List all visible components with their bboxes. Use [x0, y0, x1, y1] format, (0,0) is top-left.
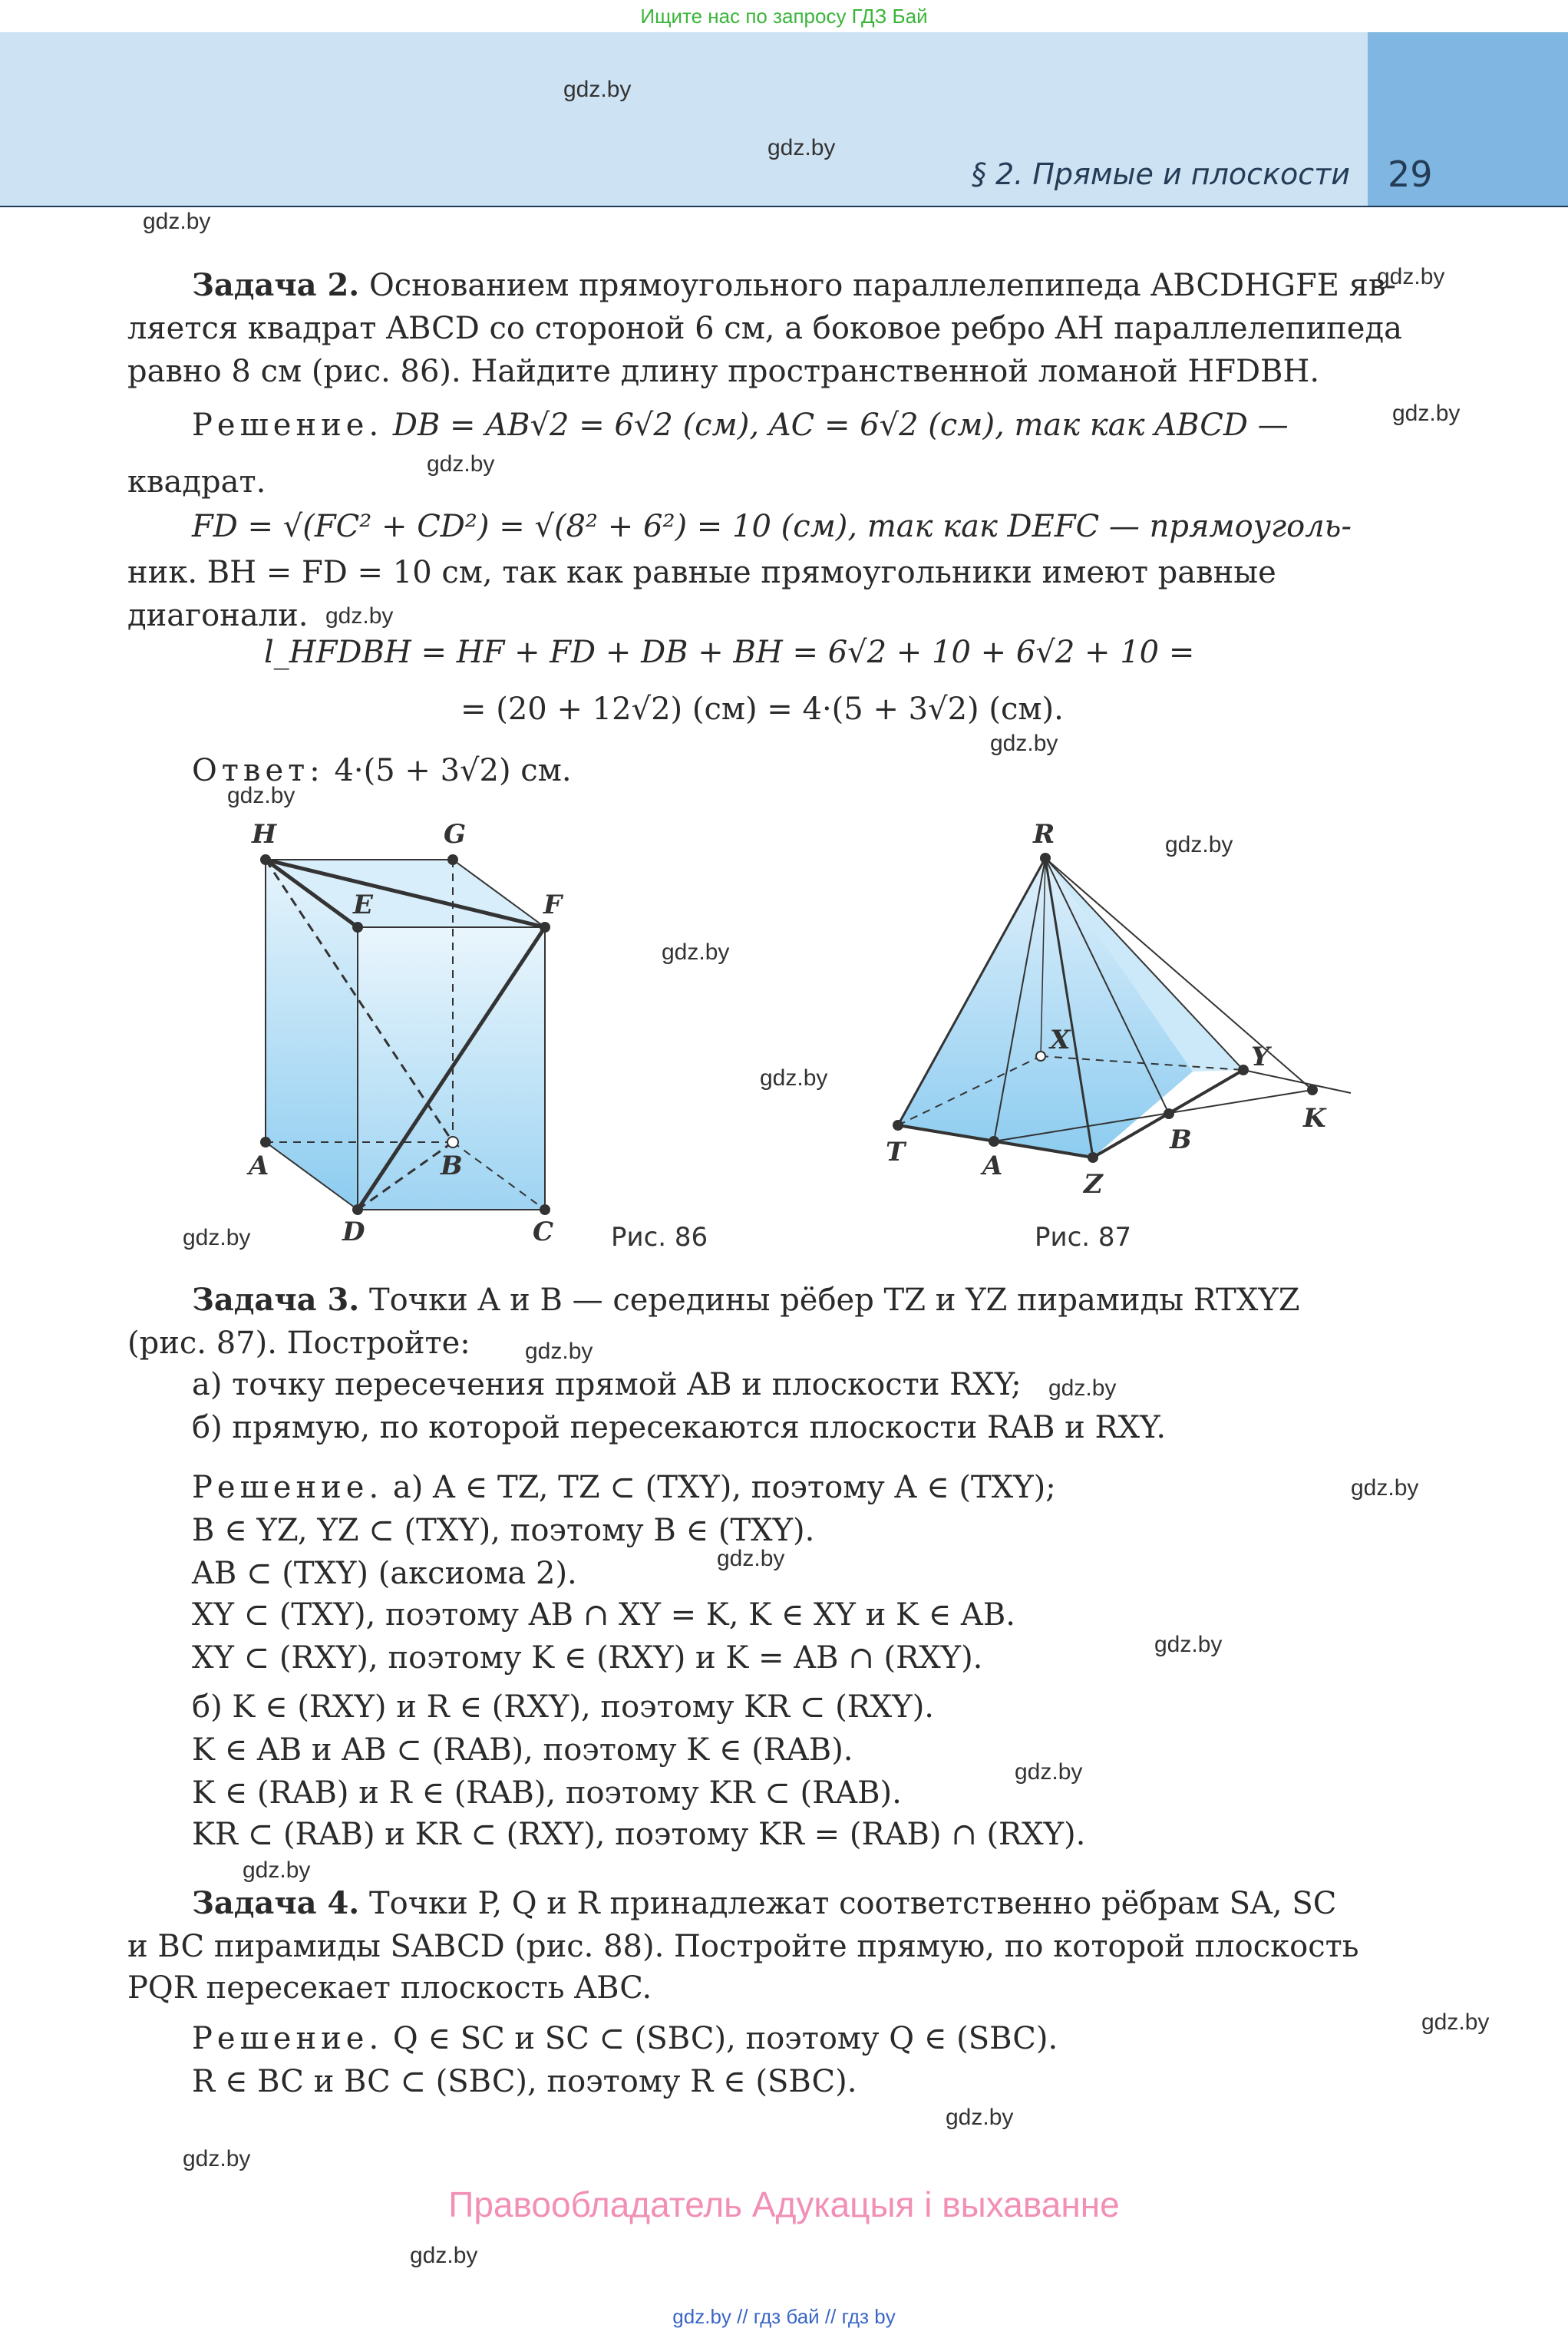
- page-number: 29: [1388, 154, 1433, 195]
- watermark: gdz.by: [1392, 401, 1461, 426]
- vertex-X: [1036, 1052, 1045, 1061]
- label-X: X: [1050, 1025, 1071, 1055]
- task3-sol-a1: [192, 1466, 1056, 1509]
- task4-title: Задача 4.: [192, 1885, 360, 1921]
- task3-text-line1: Точки A и B — середины рёбер TZ и YZ пирамиды RTXYZ: [368, 1283, 1300, 1318]
- watermark: gdz.by: [1377, 264, 1445, 289]
- task4-line1: [192, 1882, 1336, 1925]
- vertex-T: [893, 1120, 903, 1131]
- task2-text-line2: ляется квадрат ABCD со стороной 6 см, а боковое ребро AH параллелепипеда: [127, 311, 1402, 346]
- copyright-notice: Правообладатель Адукацыя і выхаванне: [448, 2184, 1120, 2224]
- watermark: gdz.by: [1154, 1632, 1223, 1657]
- watermark: gdz.by: [946, 2105, 1014, 2130]
- vertex-C: [540, 1204, 550, 1215]
- label-Z: Z: [1084, 1169, 1103, 1200]
- task3-text-line2: (рис. 87). Постройте:: [127, 1326, 470, 1361]
- watermark: gdz.by: [760, 1065, 828, 1091]
- task2-sol1: DB = AB√2 = 6√2 (см), AC = 6√2 (см), так как ABCD —: [392, 408, 1289, 443]
- solution-label: Решение.: [192, 2021, 384, 2056]
- vertex-D: [352, 1204, 363, 1215]
- watermark: gdz.by: [243, 1858, 311, 1883]
- task4-sol1-text: Q ∈ SC и SC ⊂ (SBC), поэтому Q ∈ (SBC).: [392, 2021, 1058, 2056]
- watermark: gdz.by: [227, 783, 295, 808]
- task3-sol-b4: KR ⊂ (RAB) и KR ⊂ (RXY), поэтому KR = (RAB) ∩ (RXY).: [192, 1817, 1086, 1852]
- task2-solution-line1: [192, 404, 1289, 447]
- task4-text-line1: Точки P, Q и R принадлежат соответственно рёбрам SA, SC: [368, 1886, 1337, 1921]
- footer-links[interactable]: gdz.by // гдз бай // гдз by: [672, 2305, 896, 2328]
- solution-label: Решение.: [192, 408, 384, 443]
- watermark: gdz.by: [767, 135, 836, 160]
- task3-item-a: а) точку пересечения прямой AB и плоскости RXY;: [192, 1367, 1022, 1402]
- task3-sol-b2: K ∈ AB и AB ⊂ (RAB), поэтому K ∈ (RAB).: [192, 1732, 853, 1768]
- task2-answer: [192, 749, 572, 792]
- label-B: B: [1170, 1124, 1192, 1155]
- label-E: E: [353, 890, 373, 920]
- watermark: gdz.by: [662, 939, 730, 965]
- answer-label: Ответ:: [192, 753, 325, 788]
- figure-87: [860, 814, 1358, 1213]
- watermark: gdz.by: [1165, 832, 1233, 857]
- label-C: C: [533, 1217, 554, 1247]
- watermark: gdz.by: [1421, 2009, 1490, 2035]
- task4-sol2: R ∈ BC и BC ⊂ (SBC), поэтому R ∈ (SBC).: [192, 2064, 857, 2099]
- task2-title: Задача 2.: [192, 267, 360, 303]
- task2-sol3: ник. BH = FD = 10 см, так как равные прямоугольники имеют равные: [127, 555, 1276, 590]
- task2-line1: [192, 264, 1396, 307]
- solution-label: Решение.: [192, 1470, 384, 1505]
- task2-text-line3: равно 8 см (рис. 86). Найдите длину пространственной ломаной HFDBH.: [127, 354, 1320, 389]
- task4-sol1: [192, 2017, 1058, 2060]
- task3-line1: [192, 1279, 1300, 1322]
- task3-sol-a5: XY ⊂ (RXY), поэтому K ∈ (RXY) и K = AB ∩ (RXY).: [192, 1640, 983, 1676]
- vertex-F: [540, 922, 550, 933]
- label-A: A: [249, 1151, 269, 1181]
- vertex-B: [447, 1137, 458, 1148]
- watermark: gdz.by: [525, 1339, 593, 1364]
- label-R: R: [1033, 819, 1055, 850]
- watermark: gdz.by: [1048, 1375, 1117, 1401]
- vertex-H: [260, 854, 271, 865]
- pyramid-front-faces: [898, 858, 1193, 1157]
- vertex-B: [1164, 1108, 1174, 1119]
- vertex-A: [989, 1136, 999, 1147]
- watermark: gdz.by: [410, 2243, 478, 2268]
- watermark: gdz.by: [143, 209, 211, 234]
- task4-text-line3: PQR пересекает плоскость ABC.: [127, 1970, 652, 2006]
- watermark: gdz.by: [563, 77, 632, 102]
- section-title: § 2. Прямые и плоскости: [971, 157, 1350, 191]
- watermark: gdz.by: [183, 1225, 251, 1250]
- point-K: [1307, 1085, 1318, 1095]
- task2-sol4: диагонали.: [127, 598, 309, 633]
- answer-value: 4·(5 + 3√2) см.: [334, 753, 572, 788]
- vertex-Y: [1238, 1065, 1249, 1075]
- task3-sol-a3: AB ⊂ (TXY) (аксиома 2).: [192, 1556, 577, 1591]
- task3-item-b: б) прямую, по которой пересекаются плоскости RAB и RXY.: [192, 1410, 1167, 1445]
- vertex-Z: [1088, 1152, 1098, 1163]
- watermark: gdz.by: [1015, 1759, 1083, 1785]
- task3-sol-b1: б) K ∈ (RXY) и R ∈ (RXY), поэтому KR ⊂ (RXY).: [192, 1689, 935, 1725]
- task3-sol-a4: XY ⊂ (TXY), поэтому AB ∩ XY = K, K ∈ XY и K ∈ AB.: [192, 1597, 1015, 1633]
- label-K: K: [1303, 1103, 1326, 1134]
- watermark: gdz.by: [427, 451, 495, 477]
- watermark: gdz.by: [717, 1546, 785, 1571]
- vertex-E: [352, 922, 363, 933]
- label-G: G: [444, 819, 467, 850]
- figure-86-caption: Рис. 86: [611, 1222, 708, 1253]
- figure-86: [230, 814, 752, 1259]
- label-D: D: [342, 1217, 365, 1247]
- label-A: A: [982, 1151, 1003, 1181]
- vertex-G: [447, 854, 458, 865]
- label-F: F: [543, 890, 563, 920]
- label-Y: Y: [1251, 1042, 1270, 1072]
- task2-sol6: = (20 + 12√2) (см) = 4·(5 + 3√2) (см).: [460, 692, 1064, 727]
- header-rule: [0, 206, 1568, 207]
- watermark: gdz.by: [325, 603, 394, 629]
- task2-sol1b: квадрат.: [127, 464, 266, 500]
- vertex-A: [260, 1137, 271, 1148]
- label-B: B: [441, 1151, 463, 1181]
- task3-sol-a1-text: а) A ∈ TZ, TZ ⊂ (TXY), поэтому A ∈ (TXY);: [392, 1470, 1056, 1505]
- watermark: gdz.by: [1351, 1475, 1419, 1501]
- task3-sol-a2: B ∈ YZ, YZ ⊂ (TXY), поэтому B ∈ (TXY).: [192, 1513, 815, 1548]
- task2-sol5: l_HFDBH = HF + FD + DB + BH = 6√2 + 10 + 6√2 + 10 =: [264, 635, 1195, 670]
- task2-sol2: FD = √(FC² + CD²) = √(8² + 6²) = 10 (см), так как DEFC — прямоуголь-: [192, 509, 1352, 544]
- label-T: T: [886, 1137, 906, 1167]
- task4-text-line2: и BC пирамиды SABCD (рис. 88). Постройте прямую, по которой плоскость: [127, 1929, 1359, 1964]
- watermark: gdz.by: [183, 2146, 251, 2171]
- vertex-R: [1040, 853, 1051, 864]
- label-H: H: [252, 819, 277, 850]
- task3-sol-b3: K ∈ (RAB) и R ∈ (RAB), поэтому KR ⊂ (RAB).: [192, 1775, 902, 1811]
- task3-title: Задача 3.: [192, 1282, 360, 1318]
- watermark: gdz.by: [990, 731, 1058, 756]
- top-banner[interactable]: Ищите нас по запросу ГДЗ Бай: [640, 5, 928, 28]
- task2-text-line1: Основанием прямоугольного параллелепипеда ABCDHGFE яв-: [368, 268, 1396, 303]
- line-XY-extension: [1243, 1070, 1351, 1093]
- figure-87-caption: Рис. 87: [1035, 1222, 1132, 1253]
